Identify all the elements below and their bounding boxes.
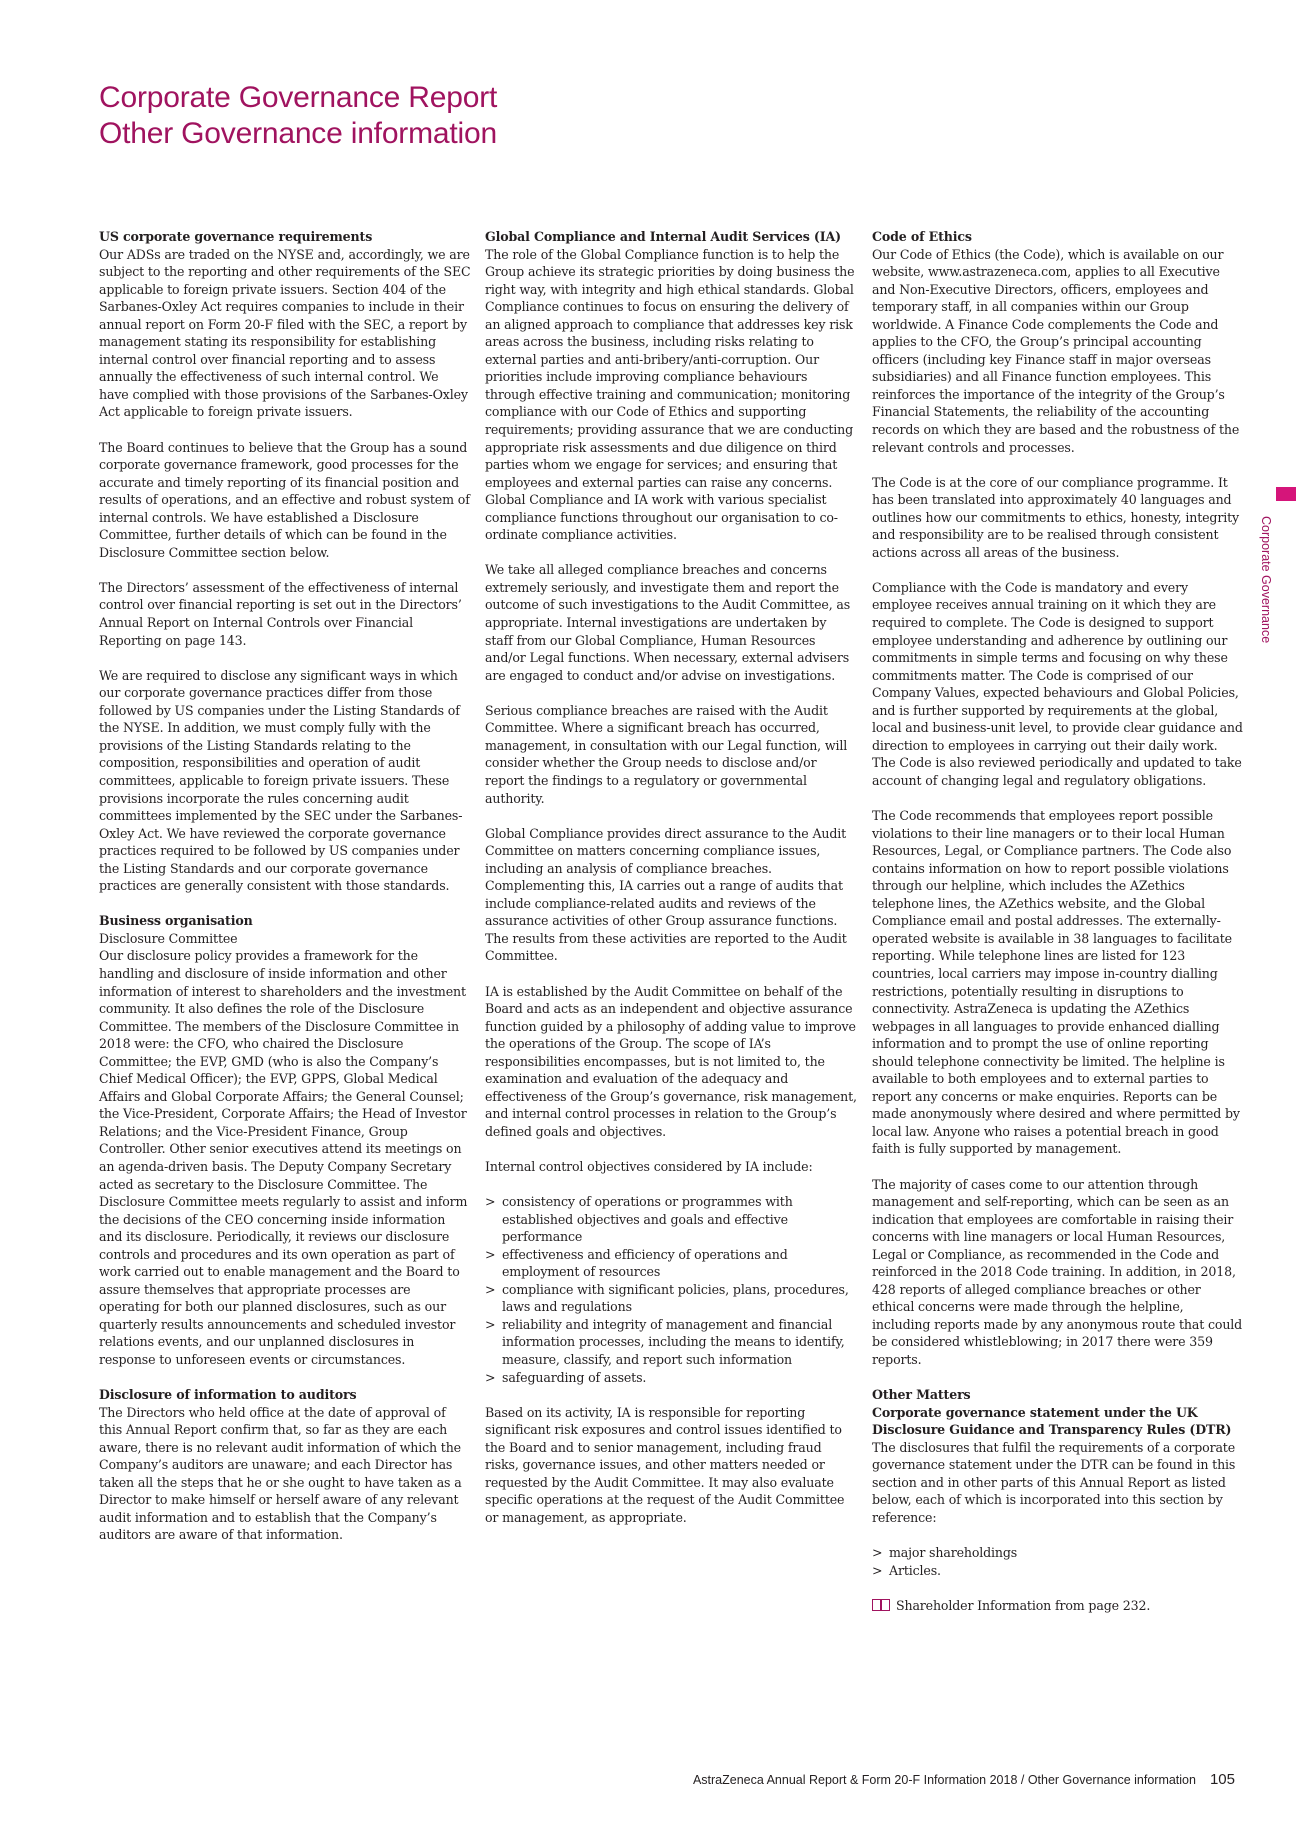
list-item [485, 1246, 857, 1281]
page-subtitle: Other Governance information [99, 117, 497, 150]
heading-disclosure-auditors: Disclosure of information to auditors [99, 1387, 357, 1403]
paragraph: Our disclosure policy provides a framework for the handling and disclosure of inside information and other information of interest to shareholders and the investment community. It also defines the role of the Disclosure Committee. The members of the Disclosure Committee in 2018 were: the CFO, who chaired the Disclosure Committee; the EVP, GMD (who is also the Company’s Chief Medical Officer); the EVP, GPPS, Global Medical Affairs and Global Corporate Affairs; the General Counsel; the Vice-President, Corporate Affairs; the Head of Investor Relations; and the Vice-President Finance, Group Controller. Other senior executives attend its meetings on an agenda-driven basis. The Deputy Company Secretary acted as secretary to the Disclosure Committee. The Disclosure Committee meets regularly to assist and inform the decisions of the CEO concerning inside information and its disclosure. Periodically, it reviews our disclosure controls and procedures and its own operation as part of work carried out to enable management and the Board to assure themselves that appropriate processes are operating for both our planned disclosures, such as our quarterly results announcements and scheduled investor relations events, and our unplanned disclosures in response to unforeseen events or circumstances. [99, 948, 468, 1367]
column-3 [872, 228, 1244, 1614]
heading-us-governance: US corporate governance requirements [99, 229, 373, 244]
paragraph: The majority of cases come to our attention through management and self-reporting, which can be seen as an indication that employees are comfortable in raising their concerns with line managers or local Human Resources, Legal or Compliance, as recommended in the Code and reinforced in the 2018 Code training. In addition, in 2018, 428 reports of alleged compliance breaches or other ethical concerns were made through the helpline, including reports made by any anonymous route that could be considered whistleblowing; in 2017 there were 359 reports. [872, 1176, 1243, 1367]
paragraph: Based on its activity, IA is responsible for reporting significant risk exposures and control issues identified to the Board and to senior management, including fraud risks, governance issues, and other matters needed or requested by the Audit Committee. It may also evaluate specific operations at the request of the Audit Committee or management, as appropriate. [485, 1404, 845, 1525]
list-item [485, 1316, 857, 1369]
paragraph: IA is established by the Audit Committee on behalf of the Board and acts as an independent and objective assurance function guided by a philosophy of adding value to improve the operations of the Group. The scope of IA’s responsibilities encompasses, but is not limited to, the examination and evaluation of the adequacy and effectiveness of the Group’s governance, risk management, and internal control processes in relation to the Group’s defined goals and objectives. [485, 983, 857, 1139]
bullet-marker: > [485, 1194, 496, 1210]
list-item [872, 1544, 1244, 1562]
bullet-marker: > [872, 1545, 883, 1561]
paragraph: The Board continues to believe that the Group has a sound corporate governance framework, good processes for the accurate and timely reporting of its financial position and results of operations, and an effective and robust system of internal controls. We have established a Disclosure Committee, further details of which can be found in the Disclosure Committee section below. [99, 439, 470, 560]
paragraph: The Directors’ assessment of the effectiveness of internal control over financial reporting is set out in the Directors’ Annual Report on Internal Controls over Financial Reporting on page 143. [99, 579, 462, 648]
paragraph: The role of the Global Compliance function is to help the Group achieve its strategic priorities by doing business the right way, with integrity and high ethical standards. Global Compliance continues to focus on ensuring the delivery of an aligned approach to compliance that addresses key risk areas across the business, including risks relating to external parties and anti-bribery/anti-corruption. Our priorities include improving compliance behaviours through effective training and communication; monitoring compliance with our Code of Ethics and supporting requirements; providing assurance that we are conducting appropriate risk assessments and due diligence on third parties whom we engage for services; and ensuring that employees and external parties can raise any concerns. Global Compliance and IA work with various specialist compliance functions throughout our organisation to co-ordinate compliance activities. [485, 246, 855, 543]
cross-reference-link[interactable] [872, 1597, 1244, 1615]
list-item-text: consistency of operations or programmes with established objectives and goals and effective performance [502, 1194, 793, 1245]
list-item-text: Articles. [889, 1562, 941, 1578]
list-item [485, 1193, 857, 1246]
paragraph: The Code is at the core of our compliance programme. It has been translated into approximately 40 languages and outlines how our commitments to ethics, honesty, integrity and responsibility are to be realised through consistent actions across all areas of the business. [872, 474, 1239, 560]
bullet-marker: > [872, 1562, 883, 1578]
dtr-list [872, 1544, 1244, 1579]
list-item [485, 1281, 857, 1316]
heading-global-compliance: Global Compliance and Internal Audit Services (IA) [485, 229, 841, 244]
bullet-marker: > [485, 1369, 496, 1385]
section-tab-label[interactable] [1246, 516, 1286, 656]
list-item [872, 1562, 1244, 1580]
paragraph: The Directors who held office at the date of approval of this Annual Report confirm that, so far as they are each aware, there is no relevant audit information of which the Company’s auditors are unaware; and each Director has taken all the steps that he or she ought to have taken as a Director to make himself or herself aware of any relevant audit information and to establish that the Company’s auditors are aware of that information. [99, 1404, 462, 1543]
bullet-marker: > [485, 1246, 496, 1262]
list-item-text: major shareholdings [889, 1545, 1018, 1561]
bullet-marker: > [485, 1281, 496, 1297]
paragraph: Compliance with the Code is mandatory and every employee receives annual training on it which they are required to complete. The Code is designed to support employee understanding and adherence by outlining our commitments in simple terms and focusing on why these commitments matter. The Code is comprised of our Company Values, expected behaviours and Global Policies, and is further supported by requirements at the global, local and business-unit level, to provide clear guidance and direction to employees in carrying out their daily work. The Code is also reviewed periodically and updated to take account of changing legal and regulatory obligations. [872, 579, 1243, 788]
heading-other-matters: Other Matters [872, 1387, 971, 1403]
column-1 [99, 228, 471, 1562]
page-number: 105 [1209, 1771, 1235, 1788]
paragraph: Our ADSs are traded on the NYSE and, accordingly, we are subject to the reporting and other requirements of the SEC applicable to foreign private issuers. Section 404 of the Sarbanes-Oxley Act requires companies to include in their annual report on Form 20-F filed with the SEC, a report by management stating its responsibility for establishing internal control over financial reporting and to assess annually the effectiveness of such internal control. We have complied with those provisions of the Sarbanes-Oxley Act applicable to foreign private issuers. [99, 246, 471, 420]
list-item-text: compliance with significant policies, plans, procedures, laws and regulations [502, 1281, 849, 1315]
heading-dtr-statement: Corporate governance statement under the UK Disclosure Guidance and Transparency Rules (DTR) [872, 1404, 1232, 1438]
paragraph: The disclosures that fulfil the requirements of a corporate governance statement under the DTR can be found in this section and in other parts of this Annual Report as listed below, each of which is incorporated into this section by reference: [872, 1439, 1236, 1525]
list-item [485, 1369, 857, 1387]
list-item-text: effectiveness and efficiency of operations and employment of resources [502, 1246, 788, 1280]
subheading-disclosure-committee: Disclosure Committee [99, 930, 238, 946]
paragraph: We take all alleged compliance breaches and concerns extremely seriously, and investigate them and report the outcome of such investigations to the Audit Committee, as appropriate. Internal investigations are undertaken by staff from our Global Compliance, Human Resources and/or Legal functions. When necessary, external advisers are engaged to conduct and/or advise on investigations. [485, 562, 851, 683]
paragraph: Serious compliance breaches are raised with the Audit Committee. Where a significant breach has occurred, management, in consultation with our Legal function, will consider whether the Group needs to disclose and/or report the findings to a regulatory or governmental authority. [485, 702, 848, 806]
paragraph: Our Code of Ethics (the Code), which is available on our website, www.astrazeneca.com, applies to all Executive and Non-Executive Directors, officers, employees and temporary staff, in all companies within our Group worldwide. A Finance Code complements the Code and applies to the CFO, the Group’s principal accounting officers (including key Finance staff in major overseas subsidiaries) and all Finance function employees. This reinforces the importance of the integrity of the Group’s Financial Statements, the reliability of the accounting records on which they are based and the robustness of the relevant controls and processes. [872, 246, 1240, 455]
paragraph: Global Compliance provides direct assurance to the Audit Committee on matters concerning compliance issues, including an analysis of compliance breaches. Complementing this, IA carries out a range of audits that include compliance-related audits and reviews of the assurance activities of other Group assurance functions. The results from these activities are reported to the Audit Committee. [485, 825, 847, 964]
page-header [99, 80, 497, 152]
list-item-text: safeguarding of assets. [502, 1369, 647, 1385]
paragraph: Internal control objectives considered by IA include: [485, 1158, 813, 1174]
bullet-marker: > [485, 1316, 496, 1332]
cross-reference-text: Shareholder Information from page 232. [896, 1597, 1151, 1613]
section-tab-marker [1276, 487, 1296, 501]
paragraph: The Code recommends that employees report possible violations to their line managers or to their local Human Resources, Legal, or Compliance partners. The Code also contains information on how to report possible violations through our helpline, which includes the AZethics telephone lines, the AZethics website, and the Global Compliance email and postal addresses. The externally-operated website is available in 38 languages to facilitate reporting. While telephone lines are listed for 123 countries, local carriers may impose in-country dialling restrictions, potentially resulting in disruptions to connectivity. AstraZeneca is updating the AZethics webpages in all languages to provide enhanced dialling information and to prompt the use of online reporting should telephone connectivity be limited. The helpline is available to both employees and to external parties to report any concerns or make enquiries. Reports can be made anonymously where desired and where permitted by local law. Anyone who raises a potential breach in good faith is fully supported by management. [872, 808, 1240, 1157]
section-tab-text: Corporate Governance [1259, 516, 1273, 644]
heading-code-of-ethics: Code of Ethics [872, 229, 972, 244]
heading-business-organisation: Business organisation [99, 913, 253, 929]
paragraph: We are required to disclose any significant ways in which our corporate governance practices differ from those followed by US companies under the Listing Standards of the NYSE. In addition, we must comply fully with the provisions of the Listing Standards relating to the composition, responsibilities and operation of audit committees, applicable to foreign private issuers. These provisions incorporate the rules concerning audit committees implemented by the SEC under the Sarbanes-Oxley Act. We have reviewed the corporate governance practices required to be followed by US companies under the Listing Standards and our corporate governance practices are generally consistent with those standards. [99, 667, 463, 894]
book-icon [872, 1599, 890, 1611]
page-footer [640, 1771, 1235, 1788]
column-2 [485, 228, 857, 1544]
page-title: Corporate Governance Report [99, 81, 498, 114]
ia-objectives-list [485, 1193, 857, 1386]
list-item-text: reliability and integrity of management and financial information processes, including the means to identify, measure, classify, and report such information [502, 1316, 845, 1367]
footer-text: AstraZeneca Annual Report & Form 20-F Information 2018 / Other Governance information [692, 1773, 1196, 1787]
